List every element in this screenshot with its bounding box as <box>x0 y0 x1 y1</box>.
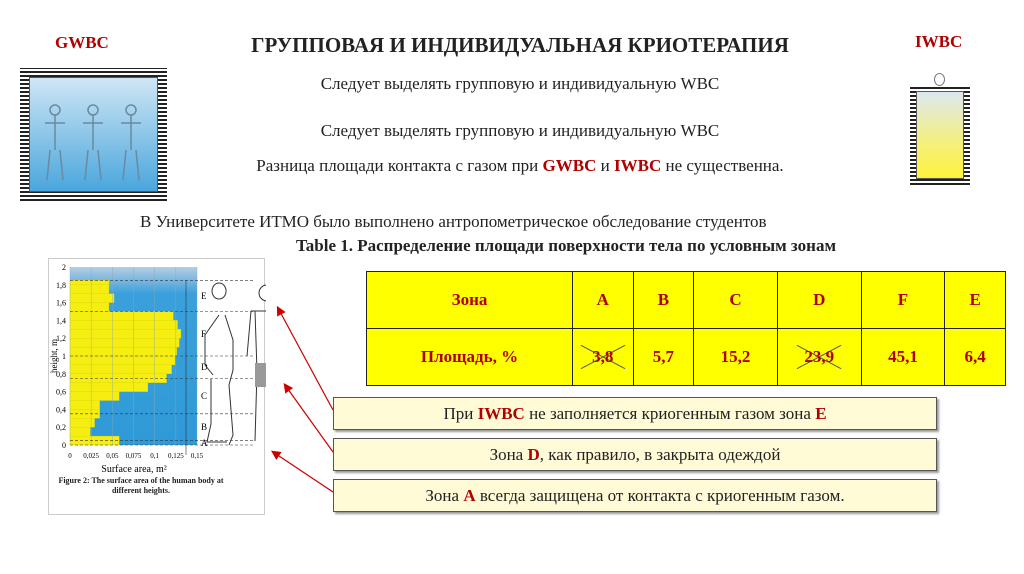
individual-cabin-image <box>910 85 970 185</box>
highlight: A <box>463 486 476 505</box>
surface-area-chart <box>49 259 266 516</box>
x-tick-label: 0,075 <box>125 452 142 460</box>
text: и <box>596 156 614 175</box>
slide-title: ГРУППОВАЯ И ИНДИВИДУАЛЬНАЯ КРИОТЕРАПИЯ <box>251 33 789 57</box>
group-cabin-image <box>20 68 167 201</box>
row-header: Зона <box>367 272 573 329</box>
text: не существенна. <box>661 156 784 175</box>
area-value: 45,1 <box>888 347 918 366</box>
zone-label: A <box>201 437 208 448</box>
bar <box>70 383 148 392</box>
y-tick-label: 0,6 <box>56 387 66 397</box>
x-tick-label: 0,15 <box>190 452 204 460</box>
table-row <box>367 272 1006 329</box>
bar <box>70 280 109 284</box>
y-tick-label: 1,4 <box>56 316 66 326</box>
row-header: Площадь, % <box>367 329 573 386</box>
area-value: 3,8 <box>592 347 614 366</box>
bar <box>70 392 119 401</box>
people-silhouettes-icon <box>30 78 157 191</box>
area-value: 5,7 <box>652 347 674 366</box>
zone-cell: B <box>633 272 694 329</box>
side-body-figure <box>205 283 233 445</box>
zone-label: C <box>201 391 208 402</box>
bar <box>70 294 114 303</box>
highlight: D <box>527 445 540 464</box>
bar <box>70 285 109 294</box>
head-icon <box>934 73 945 86</box>
iwbc-label: IWBC <box>915 32 963 51</box>
figure-surface-area <box>48 258 265 515</box>
zone-cell: D <box>777 272 861 329</box>
zone-table <box>366 271 1006 386</box>
zone-cell: E <box>945 272 1006 329</box>
table-caption: Table 1. Распределение площади поверхности тела по условным зонам <box>296 236 837 255</box>
text: не заполняется криогенным газом зона <box>524 404 816 423</box>
y-axis-label: height, m <box>49 339 59 373</box>
table-row <box>367 329 1006 386</box>
text: При <box>443 404 478 423</box>
arrow-to-zone-e <box>278 308 333 410</box>
y-tick-label: 0,4 <box>56 405 66 415</box>
note-box <box>333 397 937 430</box>
area-value: 23,9 <box>804 347 835 366</box>
area-value: 6,4 <box>964 347 986 366</box>
bar <box>70 401 100 410</box>
y-tick-label: 2 <box>62 263 66 272</box>
arrow-to-zone-a <box>273 452 333 492</box>
caption-text: Figure 2: The surface area of the human body at different heights. <box>58 476 224 495</box>
zone-cell: A <box>573 272 634 329</box>
arrow-to-zone-d <box>285 385 333 452</box>
text: , как правило, в закрыта одеждой <box>539 445 781 464</box>
line-4: В Университете ИТМО было выполнено антропометрическое обследование студентов <box>140 212 767 231</box>
area-value-cell <box>861 329 945 386</box>
area-value-cell <box>694 329 778 386</box>
bar <box>70 356 175 365</box>
highlight: E <box>815 404 827 423</box>
line-3 <box>150 156 890 176</box>
x-tick-label: 0,1 <box>150 452 160 460</box>
text: Зона <box>489 445 528 464</box>
bar <box>70 427 90 436</box>
bar <box>70 418 95 427</box>
clothing-zone-d <box>255 363 266 387</box>
note-box <box>333 479 937 512</box>
figure-caption <box>51 476 231 506</box>
gwbc-highlight: GWBC <box>542 156 597 175</box>
y-tick-label: 1 <box>62 352 66 361</box>
bar <box>70 347 177 356</box>
zone-cell: F <box>861 272 945 329</box>
x-axis-label: Surface area, m² <box>101 464 167 475</box>
x-tick-label: 0 <box>68 452 72 460</box>
x-tick-label: 0,125 <box>167 452 184 460</box>
text: Разница площади контакта с газом при <box>256 156 543 175</box>
area-value-cell <box>945 329 1006 386</box>
note-box <box>333 438 937 471</box>
bar <box>70 365 172 374</box>
area-value-cell <box>573 329 634 386</box>
zone-cell: C <box>694 272 778 329</box>
zone-label: D <box>201 362 208 373</box>
bar <box>70 303 109 312</box>
zone-label: F <box>201 328 207 339</box>
y-tick-label: 0,2 <box>56 423 66 433</box>
gwbc-label: GWBC <box>55 33 109 52</box>
text: всегда защищена от контакта с криогенным газом. <box>475 486 845 505</box>
iwbc-highlight: IWBC <box>613 156 662 175</box>
bar <box>70 312 173 321</box>
text: Зона <box>425 486 464 505</box>
line-2: Следует выделять групповую и индивидуальную WBC <box>320 121 720 140</box>
area-value-cell <box>777 329 861 386</box>
y-tick-label: 0,8 <box>56 369 66 379</box>
zone-label: E <box>201 290 207 301</box>
y-tick-label: 1,6 <box>56 298 66 308</box>
area-value: 15,2 <box>720 347 751 366</box>
bar <box>70 338 179 347</box>
highlight: IWBC <box>477 404 525 423</box>
y-tick-label: 1,8 <box>56 280 66 290</box>
y-tick-label: 0 <box>62 441 66 450</box>
line-1: Следует выделять групповую и индивидуальную WBC <box>320 74 720 93</box>
front-head <box>259 285 266 301</box>
x-tick-label: 0,05 <box>106 452 119 460</box>
y-tick-label: 1,2 <box>56 334 66 344</box>
x-tick-label: 0,025 <box>83 452 100 460</box>
zone-label: B <box>201 422 208 433</box>
bar <box>70 329 181 338</box>
area-value-cell <box>633 329 694 386</box>
bar <box>70 320 178 329</box>
